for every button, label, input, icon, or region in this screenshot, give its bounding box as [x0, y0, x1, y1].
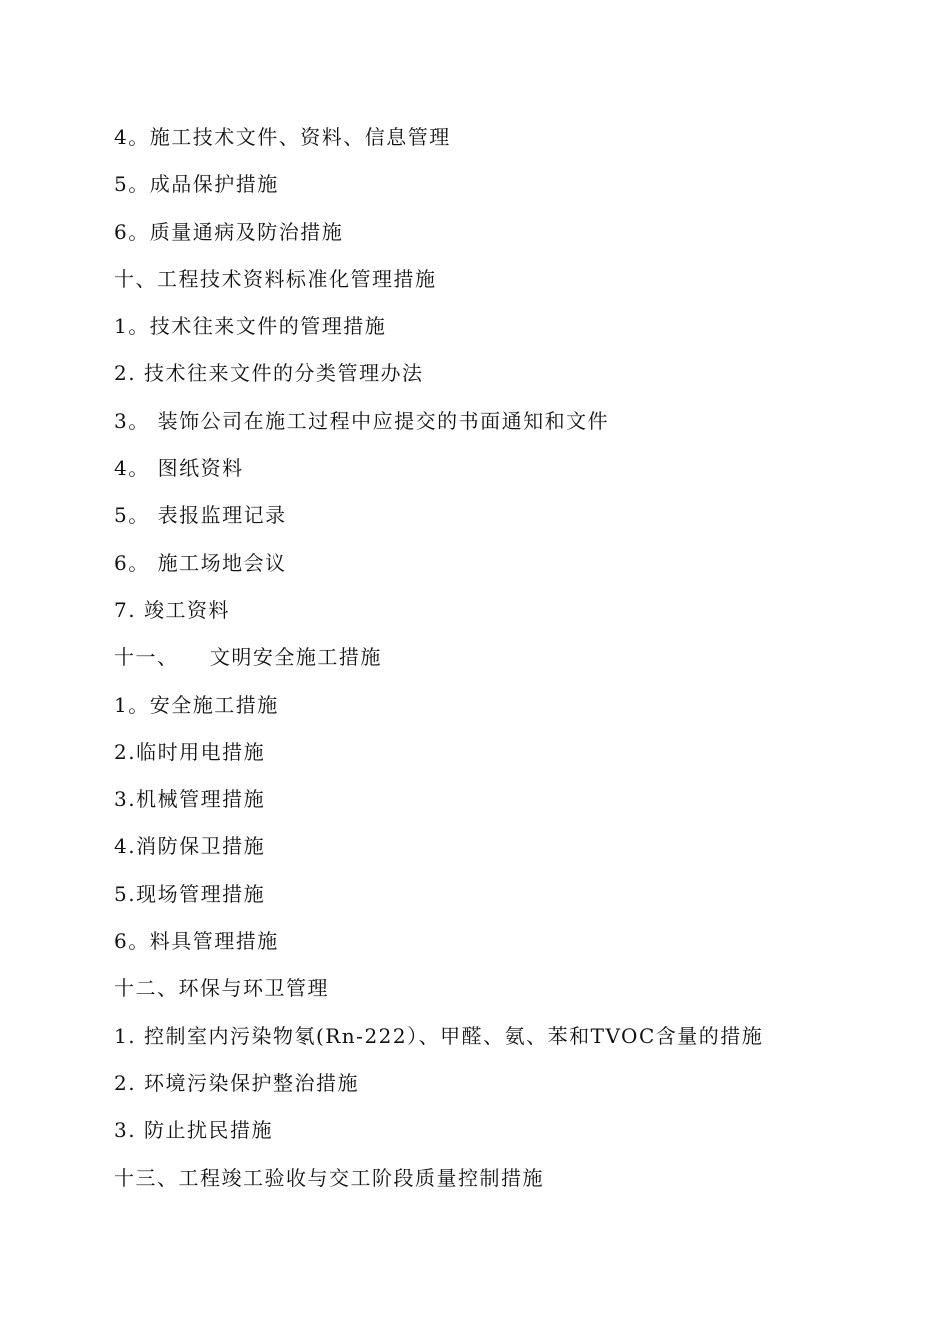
toc-item-2-pollution-control: 2. 环境污染保护整治措施	[114, 1070, 359, 1095]
toc-item-4-construction-docs: 4。施工技术文件、资料、信息管理	[114, 125, 451, 149]
toc-item-6-site-meetings: 6。 施工场地会议	[114, 550, 287, 575]
toc-item-3-written-notices: 3。 装饰公司在施工过程中应提交的书面通知和文件	[114, 408, 610, 433]
toc-section-11-civilized-safety: 十一、 文明安全施工措施	[114, 645, 382, 670]
toc-item-4-fire-security: 4.消防保卫措施	[114, 834, 266, 859]
toc-item-4-drawings: 4。 图纸资料	[114, 456, 244, 481]
toc-item-6-quality-defects: 6。质量通病及防治措施	[114, 219, 344, 244]
toc-item-1-correspondence-management: 1。技术往来文件的管理措施	[114, 314, 387, 339]
table-of-contents	[114, 118, 894, 1206]
toc-item-2-temporary-power: 2.临时用电措施	[114, 739, 266, 764]
toc-item-1-safety-measures: 1。安全施工措施	[114, 692, 279, 717]
toc-item-3-machinery: 3.机械管理措施	[114, 787, 266, 812]
toc-section-12-environment: 十二、环保与环卫管理	[114, 976, 329, 1001]
toc-section-10-tech-records: 十、工程技术资料标准化管理措施	[114, 266, 437, 291]
toc-section-13-acceptance: 十三、工程竣工验收与交工阶段质量控制措施	[114, 1165, 544, 1190]
toc-item-5-site-management: 5.现场管理措施	[114, 881, 266, 906]
toc-item-3-noise-disturbance: 3. 防止扰民措施	[114, 1118, 273, 1143]
toc-item-5-product-protection: 5。成品保护措施	[114, 172, 279, 197]
toc-item-7-completion-records: 7. 竣工资料	[114, 597, 230, 622]
toc-item-1-indoor-pollution: 1. 控制室内污染物氡(Rn-222）、甲醛、氨、苯和TVOC含量的措施	[114, 1023, 764, 1048]
toc-item-2-correspondence-classification: 2. 技术往来文件的分类管理办法	[114, 361, 424, 386]
toc-item-6-materials-tools: 6。料具管理措施	[114, 929, 279, 954]
toc-item-5-supervision-reports: 5。 表报监理记录	[114, 503, 287, 528]
